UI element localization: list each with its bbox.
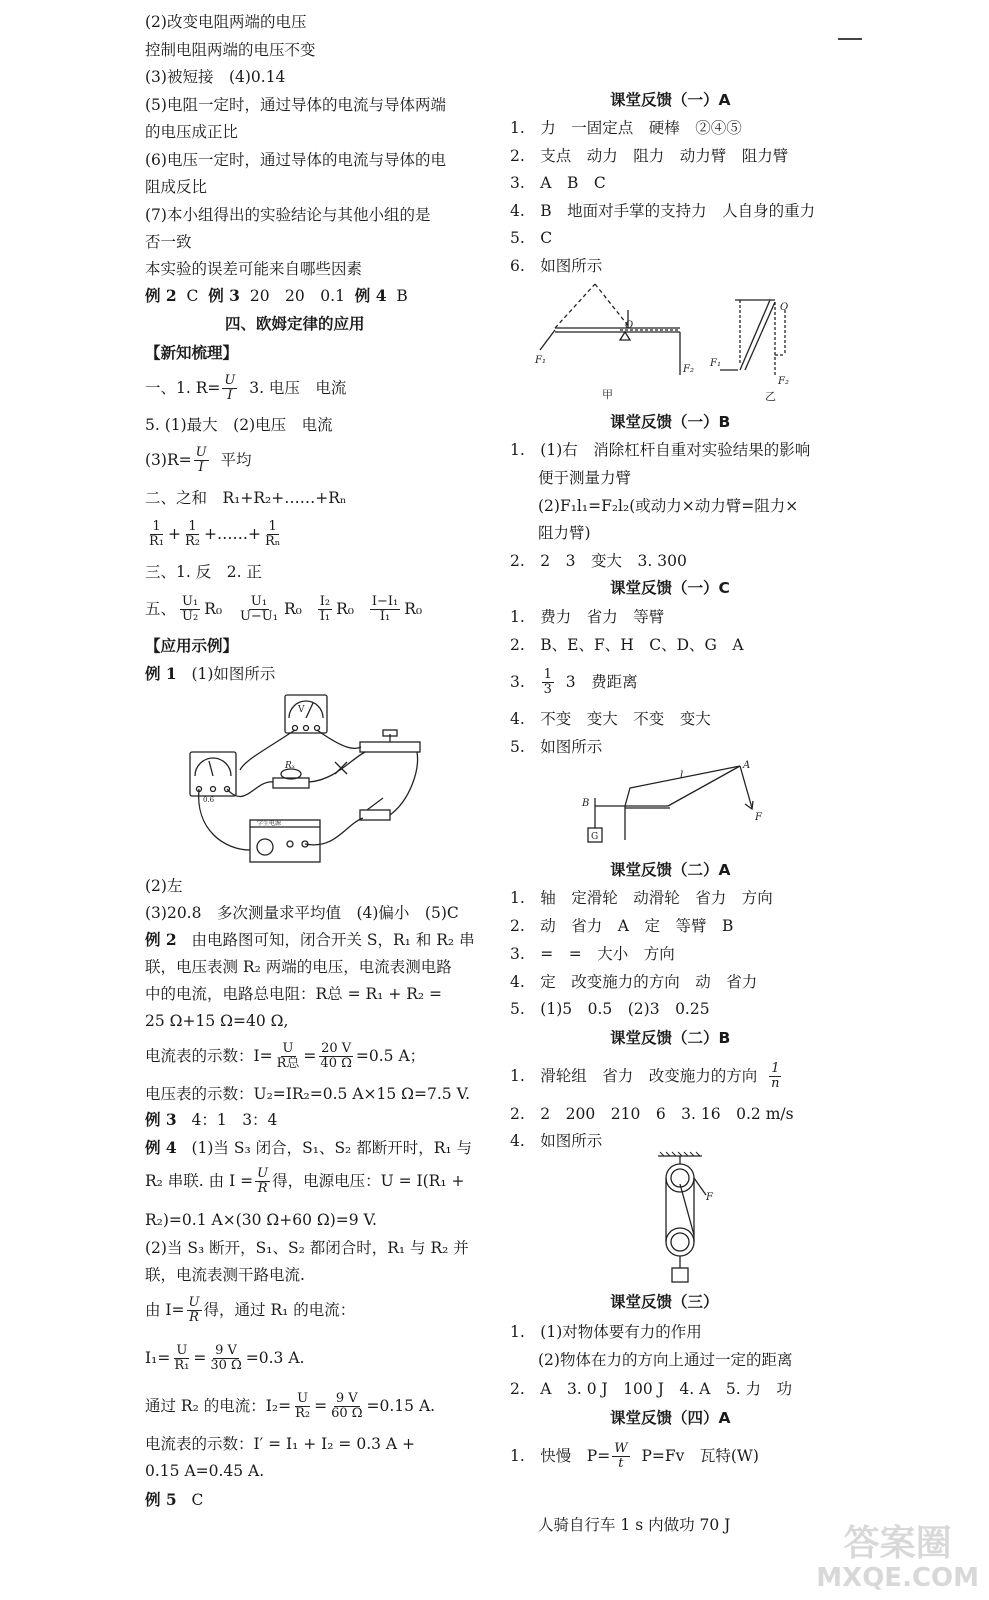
answer: B	[396, 287, 408, 305]
fraction: $\frac{\text{I−I₁}}{\text{I₁}}$	[371, 593, 399, 624]
section-heading: 课堂反馈（一）C	[610, 579, 730, 597]
fraction: $\frac{U}{R}$	[257, 1165, 269, 1196]
text-line: 1. 力 一固定点 硬棒 ②④⑤	[510, 119, 742, 137]
example-label: 例 3	[208, 286, 240, 305]
text-line: 4. B 地面对手掌的支持力 人自身的重力	[510, 202, 816, 220]
svg-text:O: O	[625, 320, 634, 331]
text-line: 2. 动 省力 A 定 等臂 B	[510, 917, 734, 935]
formula-line: 3. $\frac{1}{3}$ 3 费距离	[510, 666, 638, 697]
formula-line: 五、 $\frac{\text{U₁}}{\text{U₂}}$ R₀ $\frac{\text{U₁}}{\text{U−U₁}}$ R₀ $\frac{\text{I₂}}{\text{I₁}}$ R₀ $\frac{\text{I−I₁}}{\text{I₁}}$ R₀	[145, 593, 423, 624]
fraction: $\frac{U}{I}$	[195, 444, 207, 475]
svg-text:l: l	[680, 770, 684, 781]
example-label: 例 4	[354, 286, 387, 305]
example-label: 例 1	[145, 664, 177, 683]
section-heading: 课堂反馈（二）A	[610, 861, 731, 879]
fraction: $\frac{1}{\text{R₂}}$	[185, 518, 200, 549]
formula-line: $\frac{1}{\text{R₁}}$ + $\frac{1}{\text{R₂}}$ +……+ $\frac{1}{\text{Rₙ}}$	[149, 518, 281, 549]
fraction: $\frac{W}{t}$	[614, 1440, 628, 1471]
text-line	[145, 1110, 277, 1130]
text-line: 5. (1)5 0.5 (2)3 0.25	[510, 1000, 710, 1018]
text-line: 2. B、E、F、H C、D、G A	[510, 636, 744, 654]
svg-text:F: F	[706, 1192, 713, 1203]
fraction: $\frac{9 V}{30 \Omega}$	[210, 1342, 242, 1373]
page-corner-mark	[838, 38, 862, 40]
text-line: 电流表的示数：I′ = I₁ + I₂ = 0.3 A +	[145, 1435, 416, 1453]
svg-text:乙: 乙	[765, 390, 776, 403]
text: 由电路图可知，闭合开关 S，R₁ 和 R₂ 串	[191, 931, 475, 949]
svg-text:O: O	[780, 302, 789, 313]
text: (1)当 S₃ 闭合，S₁、S₂ 都断开时，R₁ 与	[191, 1139, 473, 1157]
text-line	[145, 930, 475, 950]
text-line: 1. (1)右 消除杠杆自重对实验结果的影响	[510, 441, 811, 459]
text-line: 电压表的示数：U₂=IR₂=0.5 A×15 Ω=7.5 V.	[145, 1085, 470, 1103]
svg-text:Rₓ: Rₓ	[285, 761, 295, 771]
section-heading: 课堂反馈（四）A	[610, 1409, 731, 1427]
text-line: 控制电阻两端的电压不变	[145, 41, 316, 59]
fraction: $\frac{1}{3}$	[543, 666, 552, 697]
text-line: 三、1. 反 2. 正	[145, 563, 262, 581]
fraction: $\frac{U}{\text{R₁}}$	[174, 1342, 190, 1373]
text-line: (2)当 S₃ 断开，S₁、S₂ 都闭合时，R₁ 与 R₂ 并	[145, 1239, 469, 1257]
text-line: (2)物体在力的方向上通过一定的距离	[538, 1351, 793, 1369]
text-line: 3. = = 大小 方向	[510, 945, 675, 963]
svg-text:V: V	[298, 705, 305, 715]
fraction: $\frac{1}{\text{Rₙ}}$	[264, 518, 281, 549]
text-line: 人骑自行车 1 s 内做功 70 J	[538, 1516, 731, 1534]
text-line: 5. (1)最大 (2)电压 电流	[145, 416, 333, 434]
text-line: 二、之和 R₁+R₂+……+Rₙ	[145, 489, 347, 507]
text-line: 5. C	[510, 229, 553, 247]
text-line: 2. A 3. 0 J 100 J 4. A 5. 力 功	[510, 1380, 793, 1398]
fraction: $\frac{\text{U₁}}{\text{U−U₁}}$	[239, 593, 278, 624]
formula-line: I₁= $\frac{U}{\text{R₁}}$ = $\frac{9 V}{30 \Omega}$ =0.3 A.	[145, 1342, 305, 1373]
pulley-diagram	[650, 1150, 720, 1285]
text-line: 0.15 A=0.45 A.	[145, 1462, 265, 1480]
example-label: 例 4	[145, 1138, 177, 1157]
text: (1)如图所示	[191, 665, 276, 683]
text-line: 1. 轴 定滑轮 动滑轮 省力 方向	[510, 889, 773, 907]
text-line: (7)本小组得出的实验结论与其他小组的是	[145, 206, 431, 224]
fraction: $\frac{U}{I}$	[224, 372, 236, 403]
text-line: 否一致	[145, 233, 192, 251]
text: 平均	[220, 451, 252, 469]
fraction: $\frac{\text{I₂}}{\text{I₁}}$	[319, 593, 331, 624]
text: 3. 电压 电流	[249, 379, 347, 397]
svg-text:F₁: F₁	[710, 358, 721, 369]
formula-line	[145, 444, 251, 476]
formula-line: 由 I= $\frac{U}{R}$ 得，通过 R₁ 的电流：	[145, 1294, 356, 1325]
formula-line: 电流表的示数：I= $\frac{U}{\text{R总}}$ = $\frac{20 V}{40 \Omega}$ =0.5 A；	[145, 1040, 426, 1071]
text-line: 25 Ω+15 Ω=40 Ω,	[145, 1012, 289, 1030]
fraction: $\frac{20 V}{40 \Omega}$	[320, 1040, 352, 1071]
text-line: (2)改变电阻两端的电压	[145, 13, 307, 31]
subsection-heading: 【新知梳理】	[145, 344, 239, 362]
text-line: 联，电流表测干路电流.	[145, 1266, 305, 1284]
formula-line: 通过 R₂ 的电流：I₂= $\frac{U}{\text{R₂}}$ = $\frac{9 V}{60 \Omega}$ =0.15 A.	[145, 1390, 436, 1421]
text-line: (3)20.8 多次测量求平均值 (4)偏小 (5)C	[145, 904, 459, 922]
fraction: $\frac{\text{U₁}}{\text{U₂}}$	[182, 593, 199, 624]
formula-line: 1. 快慢 P= $\frac{W}{t}$ P=Fv 瓦特(W)	[510, 1440, 759, 1471]
circuit-diagram	[185, 690, 485, 875]
example-label: 例 5	[145, 1490, 177, 1509]
text-line	[145, 1138, 472, 1158]
text-line: 4. 如图所示	[510, 1132, 603, 1150]
fraction: $\frac{U}{R}$	[188, 1294, 200, 1325]
text-line: (3)被短接 (4)0.14	[145, 68, 286, 86]
svg-text:甲: 甲	[602, 388, 613, 401]
text-line: 1. 费力 省力 等臂	[510, 608, 665, 626]
text: 4：1 3：4	[191, 1111, 278, 1129]
text-line: 6. 如图所示	[510, 257, 603, 275]
text-line: 便于测量力臂	[538, 469, 632, 487]
fraction: $\frac{1}{\text{R₁}}$	[149, 518, 164, 549]
text-line: R₂)=0.1 A×(30 Ω+60 Ω)=9 V.	[145, 1211, 377, 1229]
formula-line: R₂ 串联. 由 I = $\frac{U}{R}$ 得，电源电压：U = I(R₁ +	[145, 1165, 465, 1196]
text: 一、1. R=	[145, 379, 221, 397]
text-line: 本实验的误差可能来自哪些因素	[145, 260, 363, 278]
example-label: 例 3	[145, 1110, 177, 1129]
section-heading: 课堂反馈（一）A	[610, 91, 731, 109]
fraction: $\frac{U}{\text{R总}}$	[276, 1040, 300, 1071]
text-line	[145, 664, 275, 684]
example-label: 例 2	[145, 286, 177, 305]
lever-force-diagram	[580, 758, 780, 850]
svg-text:F₂: F₂	[778, 376, 789, 387]
text: C	[191, 1491, 204, 1509]
subsection-heading: 【应用示例】	[145, 637, 239, 655]
formula-line	[145, 372, 346, 404]
svg-text:F: F	[755, 812, 762, 823]
text-line	[145, 286, 408, 306]
section-heading: 课堂反馈（二）B	[610, 1029, 731, 1047]
formula-line: 1. 滑轮组 省力 改变施力的方向 $\frac{1}{n}$	[510, 1060, 780, 1091]
example-label: 例 2	[145, 930, 177, 949]
text-line: (5)电阻一定时，通过导体的电流与导体两端	[145, 96, 446, 114]
svg-text:B: B	[582, 798, 590, 809]
answer: C	[186, 287, 199, 305]
text-line: 3. A B C	[510, 174, 606, 192]
fraction: $\frac{U}{\text{R₂}}$	[295, 1390, 311, 1421]
text-line: 5. 如图所示	[510, 738, 603, 756]
text: (3)R=	[145, 451, 192, 469]
text-line: 2. 2 3 变大 3. 300	[510, 552, 687, 570]
text-line: (2)左	[145, 877, 183, 895]
watermark: 答案圈 MXQE.COM	[816, 1523, 979, 1593]
section-heading: 课堂反馈（一）B	[610, 413, 731, 431]
text-line: 阻力臂)	[538, 524, 591, 542]
text-line: (6)电压一定时，通过导体的电流与导体的电	[145, 151, 446, 169]
text-line: 2. 2 200 210 6 3. 16 0.2 m/s	[510, 1105, 794, 1123]
answer: 20 20 0.1	[249, 287, 345, 305]
svg-text:F₁: F₁	[535, 355, 546, 366]
section-title: 四、欧姆定律的应用	[225, 315, 365, 333]
text-line: 阻成反比	[145, 178, 208, 196]
lever-diagram	[530, 280, 830, 405]
text-line: 4. 不变 变大 不变 变大	[510, 710, 711, 728]
text-line: 1. (1)对物体要有力的作用	[510, 1323, 702, 1341]
text-line: 中的电流，电路总电阻：R总 = R₁ + R₂ =	[145, 985, 443, 1003]
text-line	[145, 1490, 203, 1510]
svg-text:学生电源: 学生电源	[257, 820, 282, 827]
text-line: 的电压成正比	[145, 123, 239, 141]
text-line: (2)F₁l₁=F₂l₂(或动力×动力臂=阻力×	[538, 497, 799, 515]
text-line: 联，电压表测 R₂ 两端的电压，电流表测电路	[145, 958, 452, 976]
fraction: $\frac{1}{n}$	[771, 1060, 780, 1091]
svg-text:0.6: 0.6	[203, 796, 215, 804]
svg-text:G: G	[591, 832, 599, 842]
text-line: 4. 定 改变施力的方向 动 省力	[510, 973, 758, 991]
svg-text:A: A	[743, 760, 751, 771]
section-heading: 课堂反馈（三）	[610, 1293, 719, 1311]
text-line: 2. 支点 动力 阻力 动力臂 阻力臂	[510, 147, 789, 165]
fraction: $\frac{9 V}{60 \Omega}$	[331, 1390, 363, 1421]
svg-text:F₂: F₂	[683, 364, 694, 375]
